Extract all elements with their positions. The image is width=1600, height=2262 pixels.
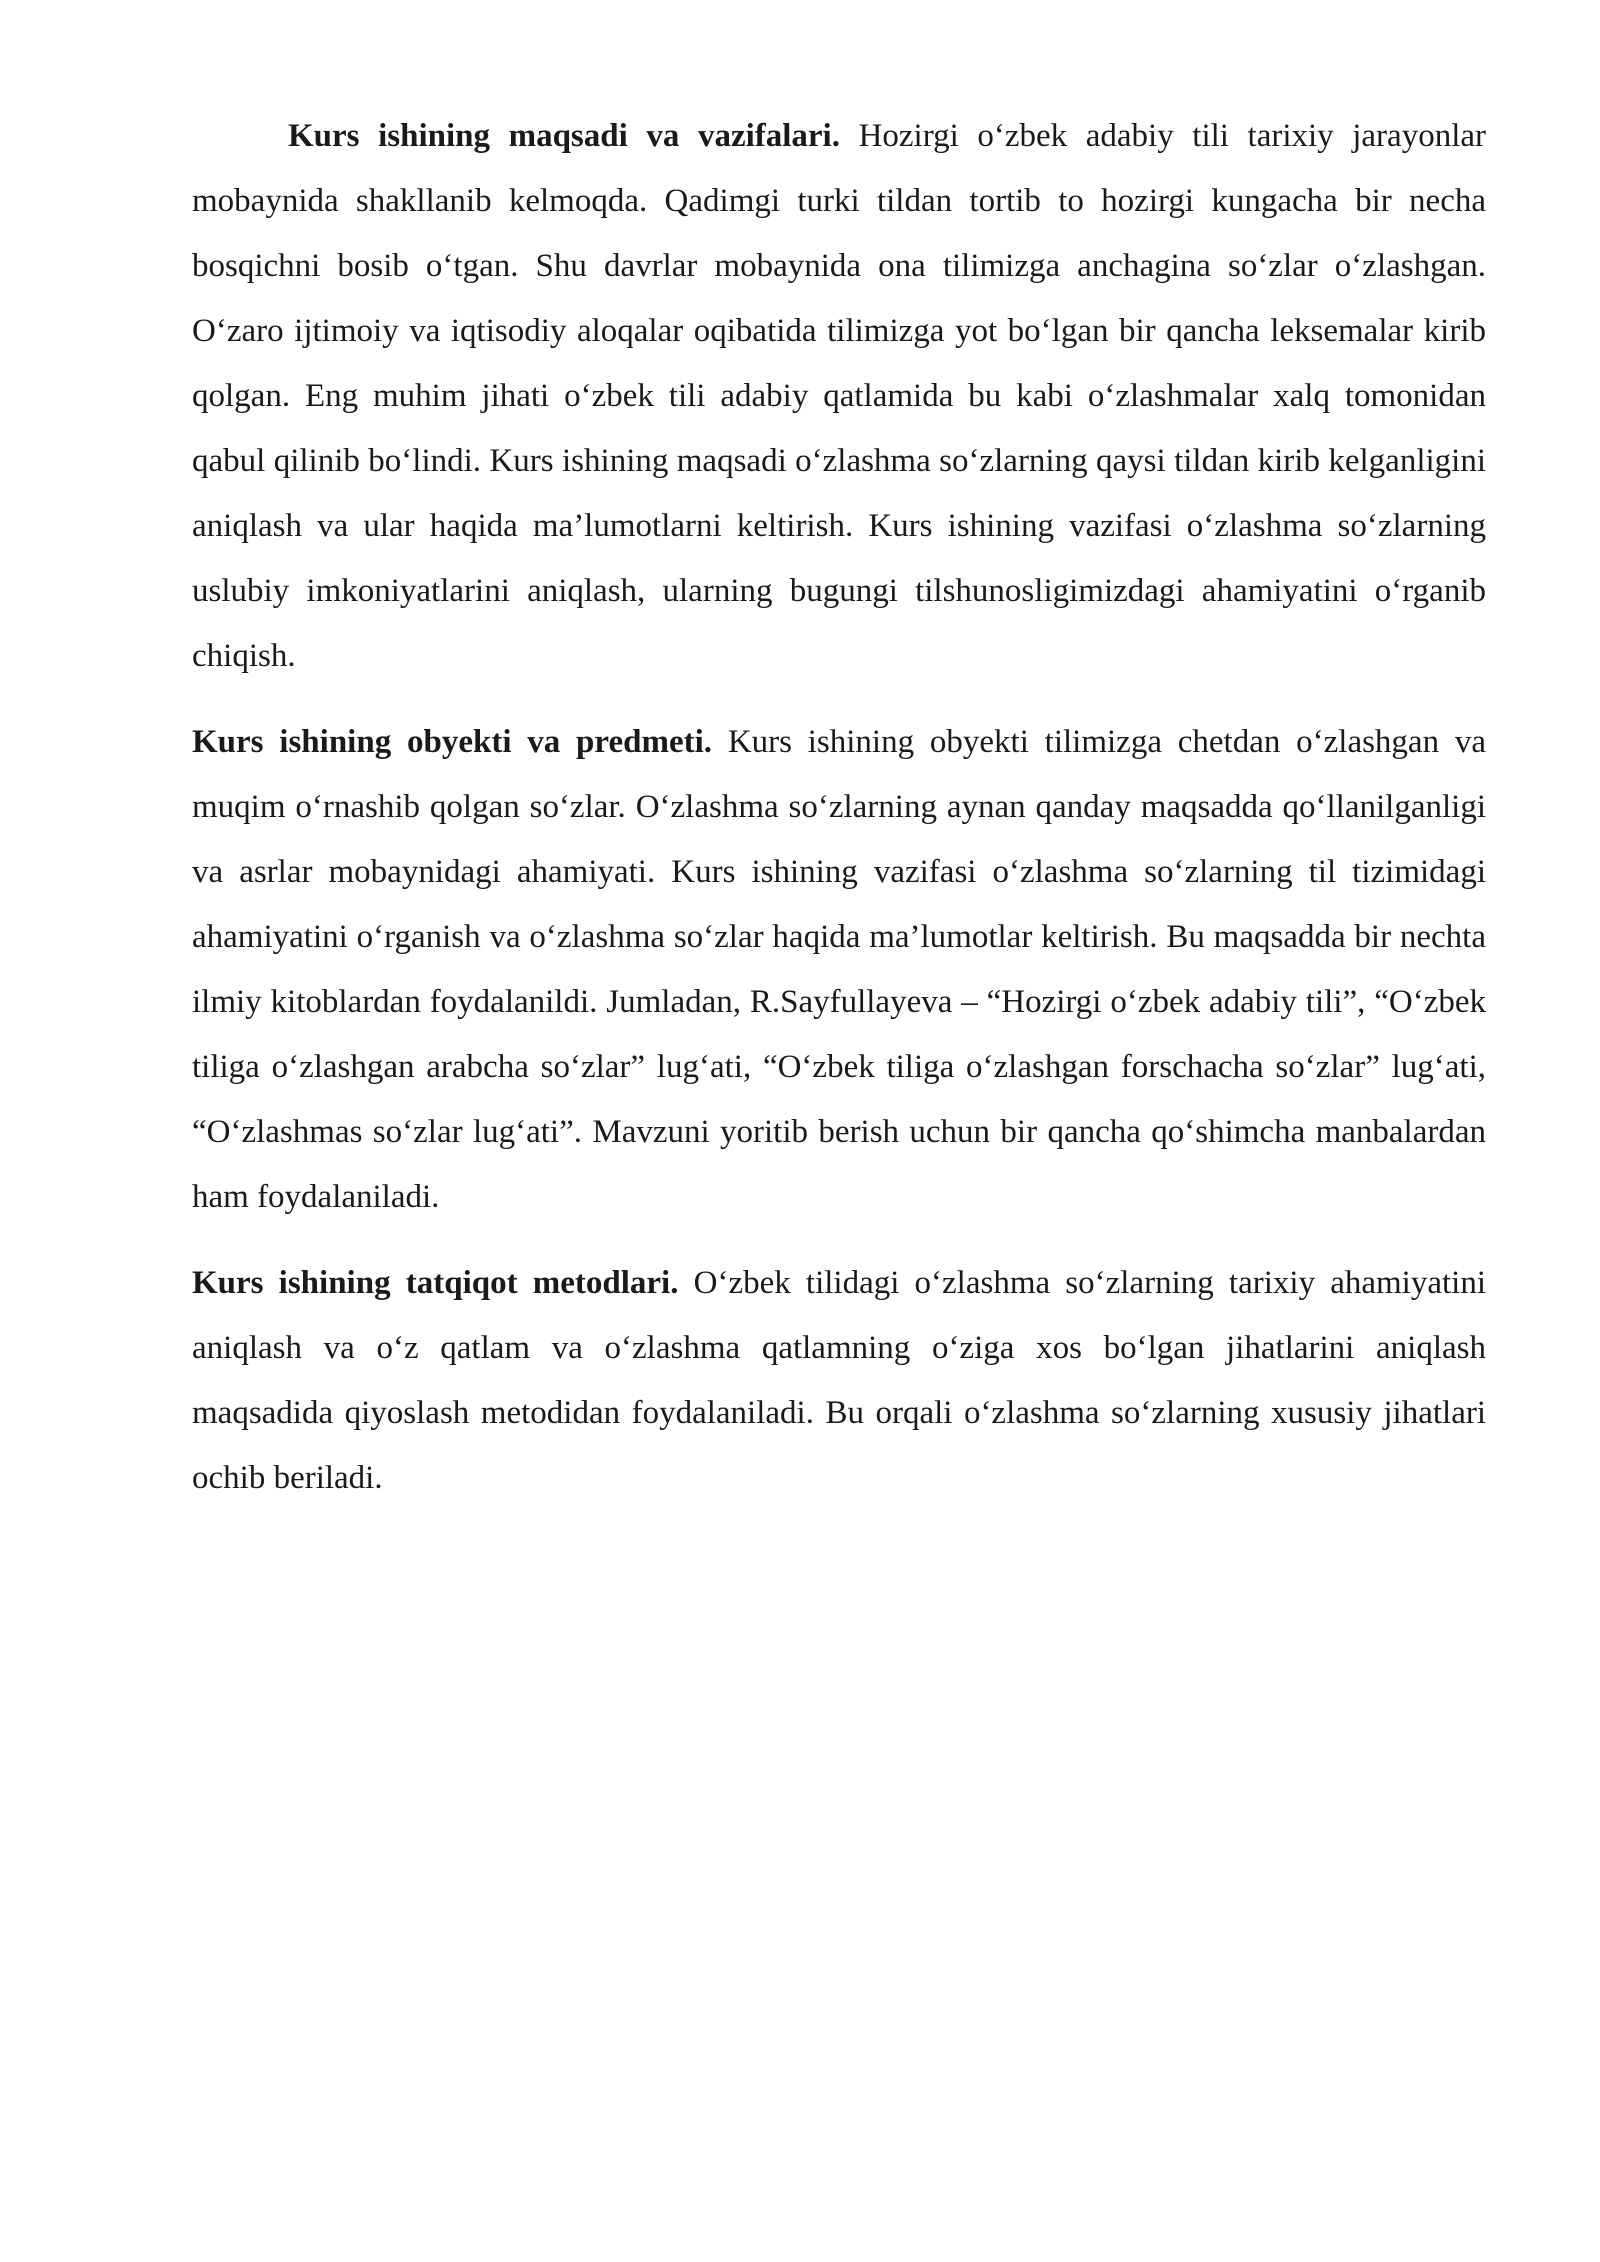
paragraph-methods [192,1251,1486,1511]
section-heading-object: Kurs ishining obyekti va predmeti. [192,724,713,760]
section-heading-goals: Kurs ishining maqsadi va vazifalari. [288,118,840,154]
paragraph-object [192,710,1486,1230]
section-text-goals: Hozirgi o‘zbek adabiy tili tarixiy jarayonlar mobaynida shakllanib kelmoqda. Qadimgi turki tildan tortib to hozirgi kungacha bir necha bosqichni bosib o‘tgan. Shu davrlar mobaynida ona tilimizga anchagina so‘zlar o‘zlashgan. O‘zaro ijtimoiy va iqtisodiy aloqalar oqibatida tilimizga yot bo‘lgan bir qancha leksemalar kirib qolgan. Eng muhim jihati o‘zbek tili adabiy qatlamida bu kabi o‘zlashmalar xalq tomonidan qabul qilinib bo‘lindi. Kurs ishining maqsadi o‘zlashma so‘zlarning qaysi tildan kirib kelganligini aniqlash va ular haqida ma’lumotlarni keltirish. Kurs ishining vazifasi o‘zlashma so‘zlarning uslubiy imkoniyatlarini aniqlash, ularning bugungi tilshunosligimizdagi ahamiyatini o‘rganib chiqish. [192,118,1487,674]
paragraph-goals [192,104,1486,689]
section-heading-methods: Kurs ishining tatqiqot metodlari. [192,1265,679,1301]
section-text-methods: O‘zbek tilidagi o‘zlashma so‘zlarning tarixiy ahamiyatini aniqlash va o‘z qatlam va o‘zlashma qatlamning o‘ziga xos bo‘lgan jihatlarini aniqlash maqsadida qiyoslash metodidan foydalaniladi. Bu orqali o‘zlashma so‘zlarning xususiy jihatlari ochib beriladi. [192,1265,1487,1496]
document-body [192,104,1486,1532]
section-text-object: Kurs ishining obyekti tilimizga chetdan o‘zlashgan va muqim o‘rnashib qolgan so‘zlar. O‘zlashma so‘zlarning aynan qanday maqsadda qo‘llanilganligi va asrlar mobaynidagi ahamiyati. Kurs ishining vazifasi o‘zlashma so‘zlarning til tizimidagi ahamiyatini o‘rganish va o‘zlashma so‘zlar haqida ma’lumotlar keltirish. Bu maqsadda bir nechta ilmiy kitoblardan foydalanildi. Jumladan, R.Sayfullayeva – “Hozirgi o‘zbek adabiy tili”, “O‘zbek tiliga o‘zlashgan arabcha so‘zlar” lug‘ati, “O‘zbek tiliga o‘zlashgan forschacha so‘zlar” lug‘ati, “O‘zlashmas so‘zlar lug‘ati”. Mavzuni yoritib berish uchun bir qancha qo‘shimcha manbalardan ham foydalaniladi. [192,724,1487,1215]
